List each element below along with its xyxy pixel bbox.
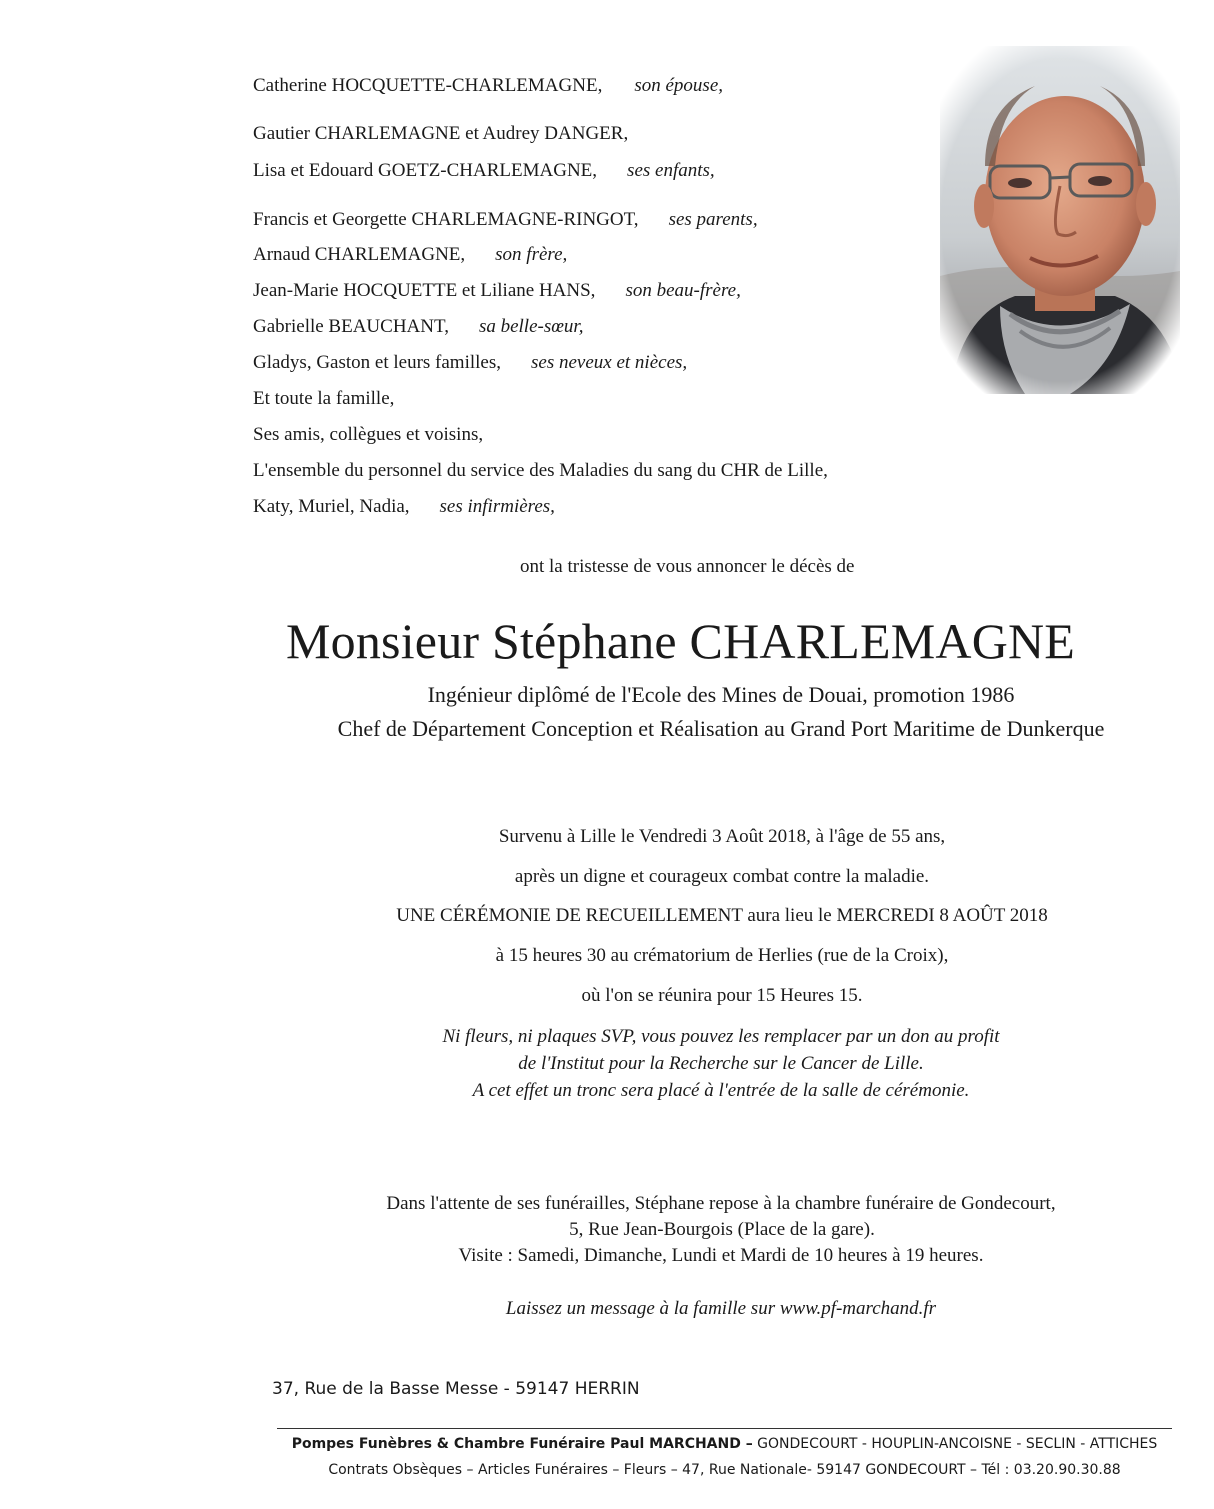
family-line xyxy=(253,208,758,232)
family-name: Francis et Georgette CHARLEMAGNE-RINGOT, xyxy=(253,209,639,230)
family-relation: son frère, xyxy=(495,244,568,265)
family-name: Gautier CHARLEMAGNE et Audrey DANGER, xyxy=(253,123,629,144)
family-line xyxy=(253,122,628,146)
family-line xyxy=(253,159,715,183)
family-relation: son beau-frère, xyxy=(625,280,741,301)
family-line xyxy=(253,315,583,339)
family-name: Ses amis, collègues et voisins, xyxy=(253,424,484,445)
footer-company xyxy=(0,1436,1214,1452)
family-relation: sa belle-sœur, xyxy=(478,316,584,337)
flowers-note-line: A cet effet un tronc sera placé à l'entrée de la salle de cérémonie. xyxy=(472,1080,970,1101)
portrait-icon xyxy=(940,46,1180,394)
deceased-title-1: Ingénieur diplômé de l'Ecole des Mines de Douai, promotion 1986 xyxy=(427,682,1015,707)
family-line xyxy=(253,351,687,375)
footer-divider xyxy=(277,1428,1172,1429)
family-name: Katy, Muriel, Nadia, xyxy=(253,496,410,517)
resting-line: Visite : Samedi, Dimanche, Lundi et Mardi de 10 heures à 19 heures. xyxy=(458,1245,984,1266)
detail-line: à 15 heures 30 au crématorium de Herlies (rue de la Croix), xyxy=(495,945,949,966)
address: 37, Rue de la Basse Messe - 59147 HERRIN xyxy=(272,1379,640,1399)
family-name: Jean-Marie HOCQUETTE et Liliane HANS, xyxy=(253,280,596,301)
family-relation: ses enfants, xyxy=(627,160,715,181)
family-line xyxy=(253,387,394,411)
company-name: Pompes Funèbres & Chambre Funéraire Paul MARCHAND – xyxy=(291,1436,753,1452)
family-line xyxy=(253,243,567,267)
company-locations: GONDECOURT - HOUPLIN-ANCOISNE - SECLIN - ATTICHES xyxy=(752,1436,1158,1452)
detail-line: où l'on se réunira pour 15 Heures 15. xyxy=(581,985,863,1006)
family-line xyxy=(253,459,828,483)
family-name: Arnaud CHARLEMAGNE, xyxy=(253,244,466,265)
flowers-note-line: de l'Institut pour la Recherche sur le Cancer de Lille. xyxy=(518,1053,924,1074)
deceased-name: Monsieur Stéphane CHARLEMAGNE xyxy=(286,613,1076,669)
deceased-title-2: Chef de Département Conception et Réalisation au Grand Port Maritime de Dunkerque xyxy=(337,716,1105,741)
family-line xyxy=(253,74,723,98)
family-line xyxy=(253,495,555,519)
family-relation: ses parents, xyxy=(668,209,758,230)
family-name: Lisa et Edouard GOETZ-CHARLEMAGNE, xyxy=(253,160,598,181)
detail-line: après un digne et courageux combat contre la maladie. xyxy=(514,866,930,887)
announcement: ont la tristesse de vous annoncer le décès de xyxy=(520,556,855,577)
family-relation: ses infirmières, xyxy=(439,496,555,517)
family-name: Et toute la famille, xyxy=(253,388,395,409)
portrait-photo xyxy=(940,46,1180,394)
ceremony-line: UNE CÉRÉMONIE DE RECUEILLEMENT aura lieu le MERCREDI 8 AOÛT 2018 xyxy=(396,905,1048,926)
family-name: Gabrielle BEAUCHANT, xyxy=(253,316,449,337)
resting-line: 5, Rue Jean-Bourgois (Place de la gare). xyxy=(569,1219,875,1240)
family-name: Catherine HOCQUETTE-CHARLEMAGNE, xyxy=(253,75,603,96)
footer-contact: Contrats Obsèques – Articles Funéraires – Fleurs – 47, Rue Nationale- 59147 GONDECOURT – Tél : 03.20.90.30.88 xyxy=(328,1462,1121,1478)
resting-line: Dans l'attente de ses funérailles, Stéphane repose à la chambre funéraire de Gondecourt, xyxy=(386,1193,1056,1214)
family-relation: son épouse, xyxy=(634,75,723,96)
family-line xyxy=(253,279,741,303)
flowers-note-line: Ni fleurs, ni plaques SVP, vous pouvez les remplacer par un don au profit xyxy=(442,1026,1000,1047)
detail-line: Survenu à Lille le Vendredi 3 Août 2018, à l'âge de 55 ans, xyxy=(498,826,946,847)
family-relation: ses neveux et nièces, xyxy=(531,352,688,373)
family-name: Gladys, Gaston et leurs familles, xyxy=(253,352,502,373)
family-name: L'ensemble du personnel du service des Maladies du sang du CHR de Lille, xyxy=(253,460,828,481)
message-link[interactable]: Laissez un message à la famille sur www.pf-marchand.fr xyxy=(505,1298,937,1319)
family-line xyxy=(253,423,483,447)
